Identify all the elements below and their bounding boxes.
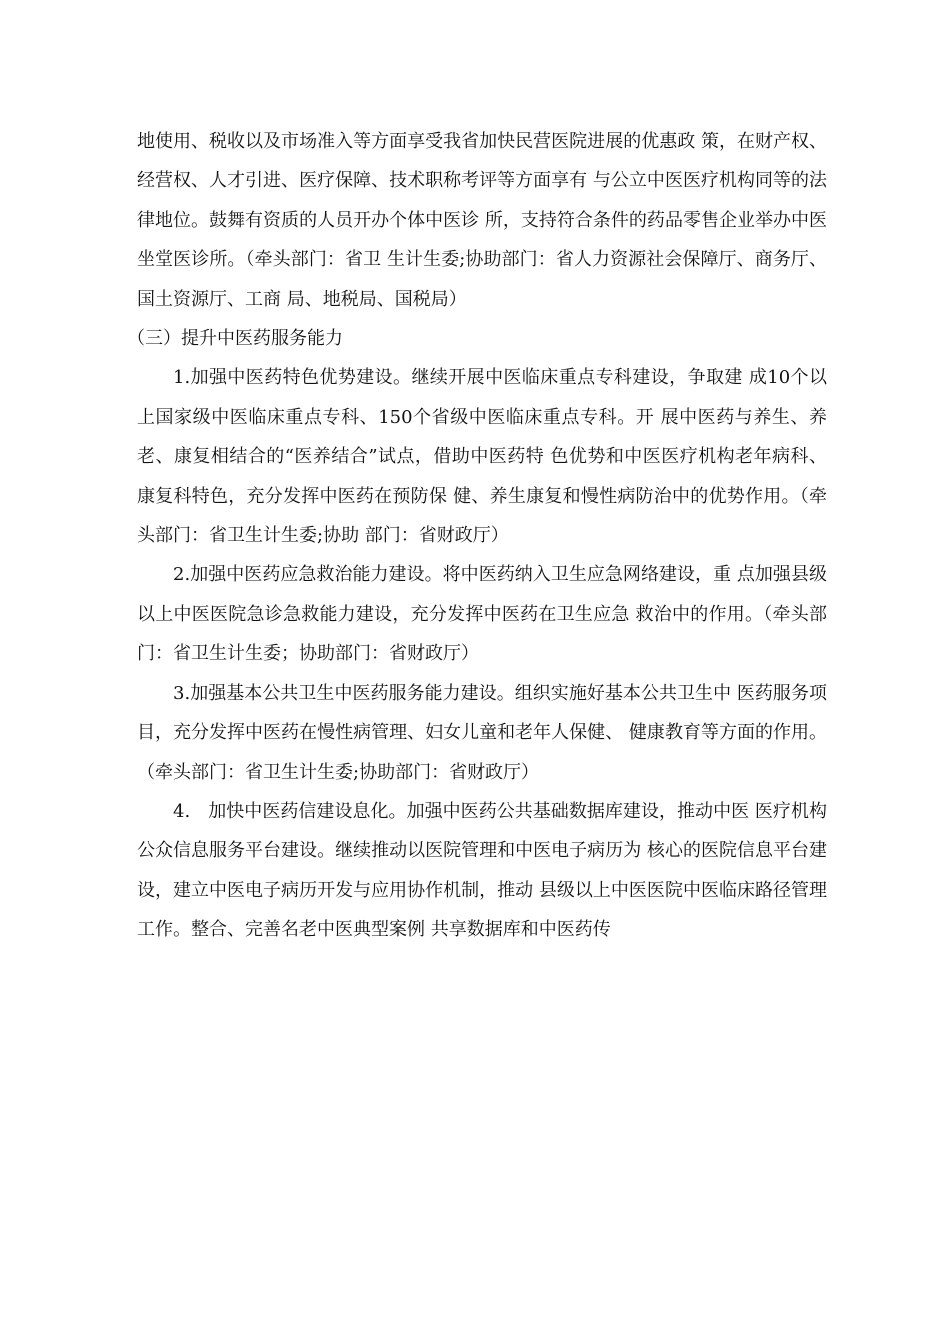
section-heading-service-capacity: （三）提升中医药服务能力 [127, 328, 343, 350]
paragraph-land-use-policy: 地使用、税收以及市场准入等方面享受我省加快民营医院进展的优惠政 策，在财产权、经营权、人才引进、医疗保障、技术职称考评等方面享有 与公立中医医疗机构同等的法律地位。鼓舞有资质的人员开办个体中医诊 所，支持符合条件的药品零售企业举办中医坐堂医诊所。（牵头部门：省卫 生计生委;协助部门：省人力资源社会保障厅、商务厅、国土资源厅、工商 局、地税局、国税局） [137, 131, 827, 310]
paragraph-emergency-capacity: 2.加强中医药应急救治能力建设。将中医药纳入卫生应急网络建设，重 点加强县级以上中医医院急诊急救能力建设，充分发挥中医药在卫生应急 救治中的作用。（牵头部门：省卫生计生委；协助部门：省财政厅） [137, 564, 827, 665]
document-body [127, 122, 827, 950]
paragraph-informatization: 4. 加快中医药信建设息化。加强中医药公共基础数据库建设，推动中医 医疗机构公众信息服务平台建设。继续推动以医院管理和中医电子病历为 核心的医院信息平台建设，建立中医电子病历开发与应用协作机制，推动 县级以上中医医院中医临床路径管理工作。整合、完善名老中医典型案例 共享数据库和中医药传 [137, 800, 827, 941]
paragraph-specialty-advantage: 1.加强中医药特色优势建设。继续开展中医临床重点专科建设，争取建 成10个以上国家级中医临床重点专科、150个省级中医临床重点专科。开 展中医药与养生、养老、康复相结合的“医养结合”试点，借助中医药特 色优势和中医医疗机构老年病科、康复科特色，充分发挥中医药在预防保 健、养生康复和慢性病防治中的优势作用。（牵头部门：省卫生计生委;协助 部门：省财政厅） [137, 367, 827, 547]
paragraph-public-health-service: 3.加强基本公共卫生中医药服务能力建设。组织实施好基本公共卫生中 医药服务项目，充分发挥中医药在慢性病管理、妇女儿童和老年人保健、 健康教育等方面的作用。（牵头部门：省卫生计生委;协助部门：省财政厅） [137, 682, 827, 783]
